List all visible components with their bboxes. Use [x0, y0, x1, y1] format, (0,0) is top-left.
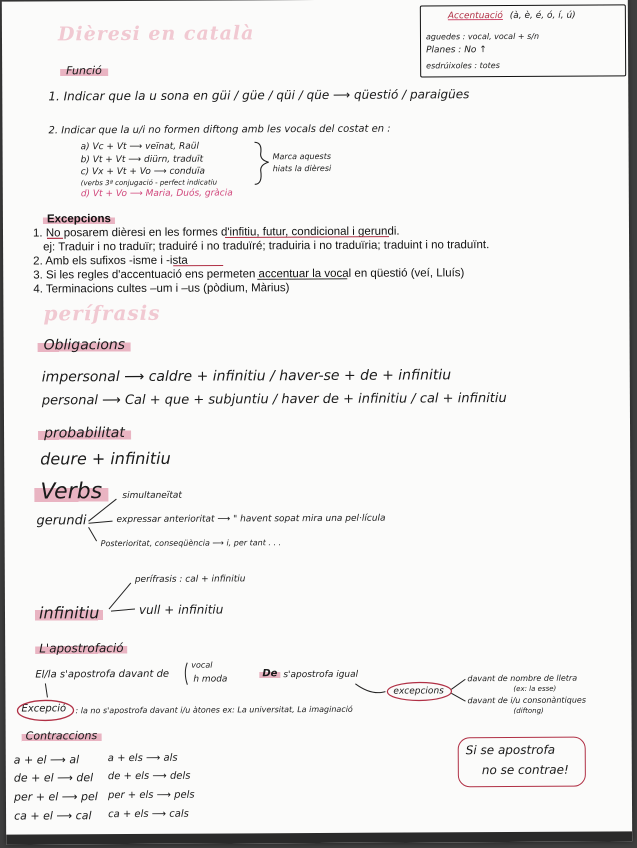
apostrofacio-de: De [259, 668, 280, 679]
funcio-sub-c2: (verbs 3ª conjugació - perfect indicatiu [80, 178, 218, 188]
excepcions-number: 1. [32, 227, 43, 240]
infinitiu-perifrasis: perífrasis : cal + infinitiu [134, 574, 246, 585]
funcio-sub-c: c) Vx + Vt + Vo ⟶ conduïa [80, 166, 206, 178]
verbs-heading: Verbs [34, 479, 108, 504]
contraccio-right-1: a + els ⟶ als [107, 752, 178, 765]
probabilitat-heading: probabilitat [38, 425, 131, 441]
obligacions-impersonal: impersonal ⟶ caldre + infinitiu / haver-se + de + infinitiu [41, 367, 452, 386]
funcio-sub-a: a) Vc + Vt ⟶ veïnat, Raül [80, 141, 199, 153]
contraccio-right-2: de + els ⟶ dels [107, 770, 191, 783]
apostrofacio-exc2: davant de i/u consonàntiques [467, 695, 587, 706]
notebook-page [2, 0, 632, 845]
ghost-perifrasis: perífrasis [43, 300, 161, 326]
apostrofacio-exc1b: (ex: la esse) [513, 684, 557, 693]
note-line-1: Si se apostrofa [465, 742, 556, 758]
excepcions-number: 4. [33, 283, 43, 296]
excepcio-label: Excepció [21, 703, 67, 715]
apostrofacio-exc1: davant de nombre de lletra [467, 673, 578, 684]
apostrofacio-exc2b: (diftong) [513, 706, 544, 715]
box-line-planes: Planes : No ↑ [426, 45, 487, 56]
excepcions-text: Si les regles d'accentuació ens permeten accentuar la vocal en qüestió (veí, Lluís) [45, 267, 465, 282]
infinitiu-vull: vull + infinitiu [138, 602, 224, 617]
contraccio-right-3: per + els ⟶ pels [107, 789, 195, 802]
apostrofacio-line1: El/la s'apostrofa davant de [35, 668, 170, 681]
excepcions-item-3 [33, 267, 464, 281]
funcio-sub-b: b) Vt + Vt ⟶ diürn, traduït [80, 154, 204, 166]
contraccio-left-1: a + el ⟶ al [13, 753, 80, 767]
gerundi-posterioritat: Posterioritat, conseqüència ⟶ i, per tant . . . [100, 538, 282, 549]
probabilitat-line: deure + infinitiu [40, 448, 171, 469]
brace-note-2: hiats la dièresi [272, 163, 332, 174]
excepcions-text: Amb els sufixos -isme i -ista [45, 254, 188, 268]
brace-note-1: Marca aquests [272, 151, 332, 162]
apostrofacio-vocal: vocal [191, 660, 213, 670]
funcio-item-2: 2. Indicar que la u/i no formen diftong amb les vocals del costat en : [48, 123, 391, 137]
excepcions-example: ej: Traduir i no traduïr; traduiré i no traduïré; traduiria i no traduïria; traduint i no traduïnt. [43, 239, 490, 254]
excepcions-item-1 [33, 226, 400, 240]
excepcions-text: Terminacions cultes –um i –us (pòdium, Màrius) [45, 282, 290, 296]
apostrofacio-igual: s'apostrofa igual [283, 669, 359, 681]
contraccions-heading: Contraccions [22, 729, 102, 742]
contraccio-left-3: per + el ⟶ pel [13, 790, 98, 804]
excepcions-item-2 [33, 255, 188, 268]
excepcio-text: : la no s'apostrofa davant i/u àtones ex: La universitat, La imaginació [75, 704, 353, 716]
paper-edge-shadow [6, 831, 632, 844]
note-line-2: no se contrae! [481, 762, 569, 778]
gerundi-anterioritat: expressar anterioritat ⟶ " havent sopat mira una pel·lícula [116, 513, 386, 526]
gerundi-label: gerundi [36, 513, 87, 529]
box-line-aguedes: aguedes : vocal, vocal + s/n [425, 31, 540, 42]
contraccio-left-4: ca + el ⟶ cal [14, 809, 92, 823]
contraccio-right-4: ca + els ⟶ cals [108, 808, 189, 821]
obligacions-heading: Obligacions [38, 337, 132, 353]
apostrofacio-h: h moda [193, 674, 228, 685]
apostrofacio-heading: L'apostrofació [35, 641, 127, 655]
apostrofacio-excepcions: excepcions [393, 686, 444, 697]
gerundi-simultaneitat: simultaneïtat [122, 490, 182, 502]
excepcions-number: 3. [33, 269, 43, 282]
excepcions-heading: Excepcions [43, 213, 115, 225]
infinitiu-label: infinitiu [35, 603, 103, 622]
funcio-sub-d: d) Vt + Vo ⟶ Maria, Duós, gràcia [80, 188, 233, 200]
obligacions-personal: personal ⟶ Cal + que + subjuntiu / haver de + infinitiu / cal + infinitiu [41, 391, 507, 409]
contraccio-left-2: de + el ⟶ del [13, 771, 94, 785]
accentuacio-marks: (à, è, é, ó, í, ú) [509, 10, 576, 21]
box-line-esdruixoles: esdrúixoles : totes [426, 61, 500, 71]
funcio-item-1: 1. Indicar que la u sona en güi / güe / qüi / qüe ⟶ qüestió / paraigües [48, 87, 470, 104]
excepcions-text: No posarem dièresi en les formes d'infitiu, futur, condicional i gerundi. [45, 225, 400, 240]
excepcions-item-4 [33, 282, 289, 295]
excepcions-number: 2. [33, 255, 43, 268]
accentuacio-title: Accentuació (à, è, é, ó, í, ú) [447, 10, 576, 22]
funcio-heading: Funció [60, 64, 108, 77]
ghost-title: Dièresi en català [57, 22, 255, 46]
